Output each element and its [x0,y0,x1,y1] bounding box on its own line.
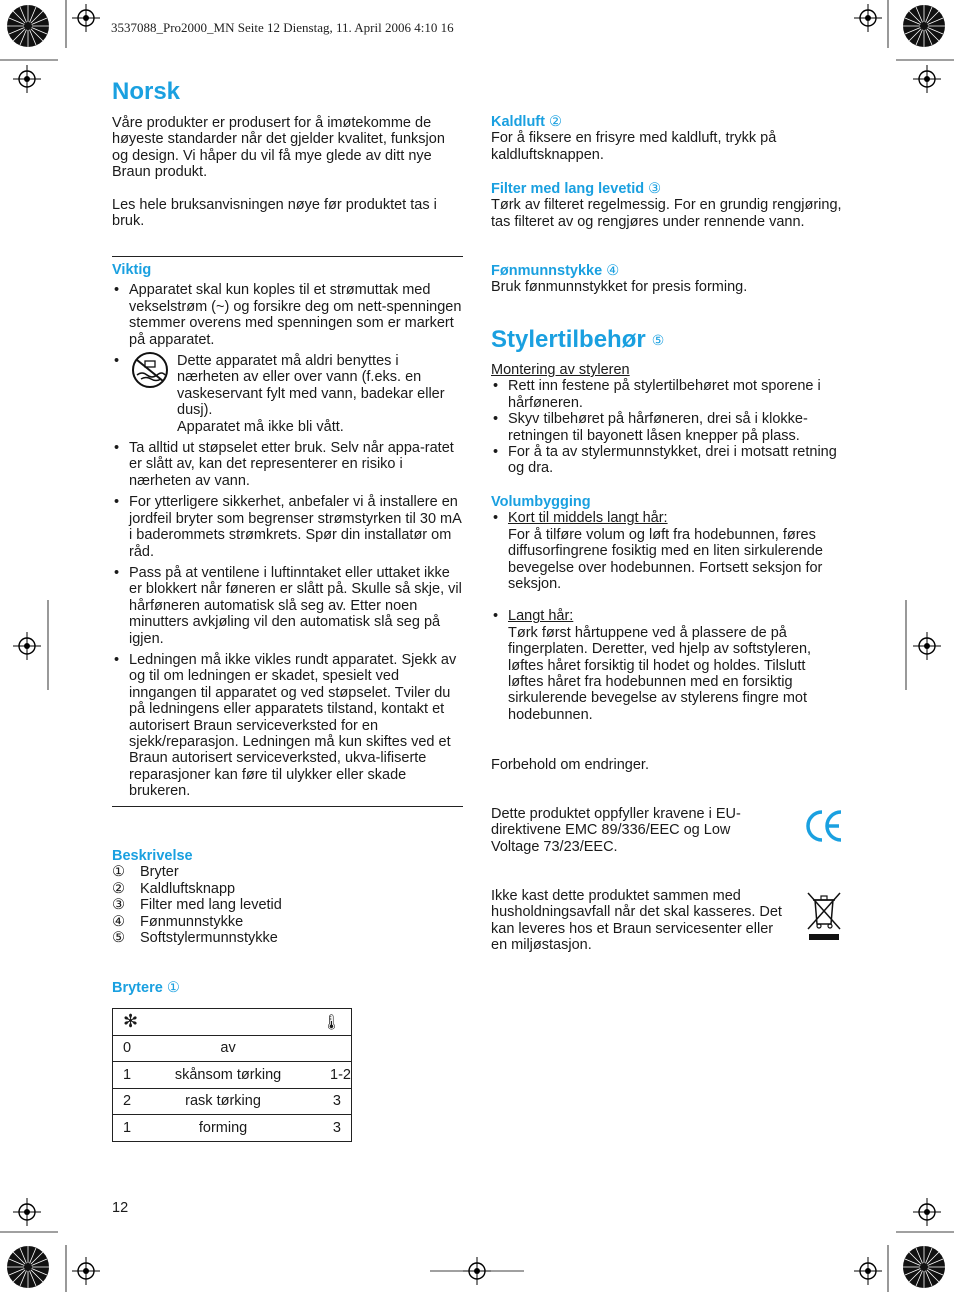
filter-text: Tørk av filteret regelmessig. For en grundig rengjøring, tas filteret av og rengjøres under rennende vann. [491,197,842,230]
kaldluft-text: For å fiksere en frisyre med kaldluft, trykk på kaldluftsknappen. [491,130,777,163]
list-item: • For å ta av stylermunnstykket, drei i motsatt retning og dra. [491,444,843,477]
filter-section [491,181,843,230]
filter-heading: Filter med lang levetid ③ [491,181,662,197]
volumbygging-list [491,510,843,723]
no-water-warning-icon [129,351,171,389]
fonmunnstykke-heading: Fønmunnstykke ④ [491,263,620,279]
list-item [491,608,843,723]
ce-mark-icon [805,808,843,844]
long-hair-text: Tørk først hårtuppene ved å plassere de på fingerplaten. Deretter, ved hjelp av softstyleren, løftes håret forsiktig til hodet og holdes. Tilslutt løftes håret fra hodebunnen med en forsiktig sirkulerende bevegelse av stylerens fingre mot hodebunnen. [508,624,812,723]
list-item: ⑤ Softstylermunnstykke [112,930,278,947]
short-hair-label: • Kort til middels langt hår: [508,510,668,527]
fonmunnstykke-section [491,263,843,296]
table-row: 0 av [113,1035,352,1062]
disposal-text: Ikke kast dette produktet sammen med husholdningsavfall når det skal kasseres. Det kan leveres hos et Braun servicesenter eller en miljøstasjon. [491,888,782,954]
short-hair-text: For å tilføre volum og løft fra hodebunnen, føres diffusorfingrene fosiktig med en liten sirkulerende bevegelse over hodebunnen. Fortsett seksjon for seksjon. [508,526,823,593]
list-item: • Pass på at ventilene i luftinntaket eller uttaket ikke er blokkert når føneren er slått på. Skulle så skje, vil hårføneren automatisk slå seg av. Etter noen minutters avkjøling vil den automatisk slå seg på igjen. [112,565,464,647]
list-item: • Ledningen må ikke vikles rundt apparatet. Sjekk av og til om ledningen er skadet, spesielt ved inngangen til apparatet og ved støpselet. Tviler du på ledningens eller apparatets tilstand, kontakt et autorisert Braun serviceverksted for en sjekk/reparasjon. Ledningen må kun skiftes ved et Braun autorisert serviceverksted, ukva-lifiserte reparasjoner kan føre til ulykker eller skade brukeren. [112,652,464,800]
list-item: ① Bryter [112,864,179,881]
beskrivelse-heading: Beskrivelse [112,848,193,864]
print-header-meta: 3537088_Pro2000_MN Seite 12 Dienstag, 11. April 2006 4:10 16 [111,20,454,35]
list-item: • Rett inn festene på stylertilbehøret mot sporene i hårføneren. [491,378,843,411]
intro-paragraph-2: Les hele bruksanvisningen nøye før produktet tas i bruk. [112,196,437,230]
list-item [491,510,843,592]
fonmunnstykke-text: Bruk fønmunnstykket for presis forming. [491,279,748,296]
volumbygging-heading: Volumbygging [491,494,591,510]
kaldluft-heading: Kaldluft ② [491,114,562,130]
divider [112,256,463,257]
table-row: 1 skånsom tørking 1-2 [113,1062,352,1089]
montering-list [491,378,843,476]
brytere-heading: Brytere ① [112,980,180,996]
water-warning-text-2: Apparatet må ikke bli vått. [177,418,344,435]
viktig-list [112,282,464,799]
list-item: • Ta alltid ut støpselet etter bruk. Selv når appa-ratet er slått av, kan det representerer en risiko i nærheten av vann. [112,440,464,489]
viktig-heading: Viktig [112,262,152,278]
table-row: 2 rask tørking 3 [113,1088,352,1115]
parts-list [112,864,452,946]
section-title-stylertilbehor: Stylertilbehør ⑤ [491,326,665,353]
viktig-section [112,262,464,805]
divider [112,806,463,807]
intro-section [112,115,452,229]
ce-compliance-text: Dette produktet oppfyller kravene i EU-direktivene EMC 89/336/EEC og Low Voltage 73/23/EEC. [491,806,741,855]
table-header-row [113,1009,352,1036]
beskrivelse-section [112,848,452,946]
thermometer-icon: 🌡 [321,1013,341,1031]
kaldluft-section [491,114,843,163]
water-warning-text: • Dette apparatet må aldri benyttes i nærheten av eller over vann (f.eks. en vaskeservant fylt med vann, badekar eller dusj). [177,353,445,419]
long-hair-label: • Langt hår: [508,608,574,625]
list-item: • Apparatet skal kun koples til et strømuttak med vekselstrøm (~) og forsikre deg om nett-spenningen stemmer overens med spenningen som er markert på apparatet. [112,282,464,348]
list-item: • For ytterligere sikkerhet, anbefaler vi å installere en jordfeil bryter som begrenser strømstyrken til 30 mA i baderommets strømkrets. Spør din installatør om råd. [112,494,464,560]
list-item: • Skyv tilbehøret på hårføneren, drei så i klokke-retningen til bayonett låsen knepper på plass. [491,411,843,444]
list-item: ④ Fønmunnstykke [112,913,244,930]
fan-icon: ✻ [123,1011,139,1032]
list-item [112,353,464,435]
table-row: 1 forming 3 [113,1115,352,1142]
weee-crossed-bin-icon [806,890,842,942]
volumbygging-section [491,494,843,728]
intro-paragraph-1: Våre produkter er produsert for å imøtekomme de høyeste standarder når det gjelder kvalitet, funksjon og design. Vi håper du vil få mye glede av ditt nye Braun produkt. [112,115,445,181]
page-title-norsk: Norsk [112,78,181,105]
switch-settings-table [112,1008,352,1142]
montering-section [491,362,843,477]
page-number: 12 [112,1200,129,1216]
montering-heading: Montering av styleren [491,362,630,378]
forbehold-text: Forbehold om endringer. [491,757,649,773]
list-item: ③ Filter med lang levetid [112,897,282,914]
list-item: ② Kaldluftsknapp [112,880,236,897]
